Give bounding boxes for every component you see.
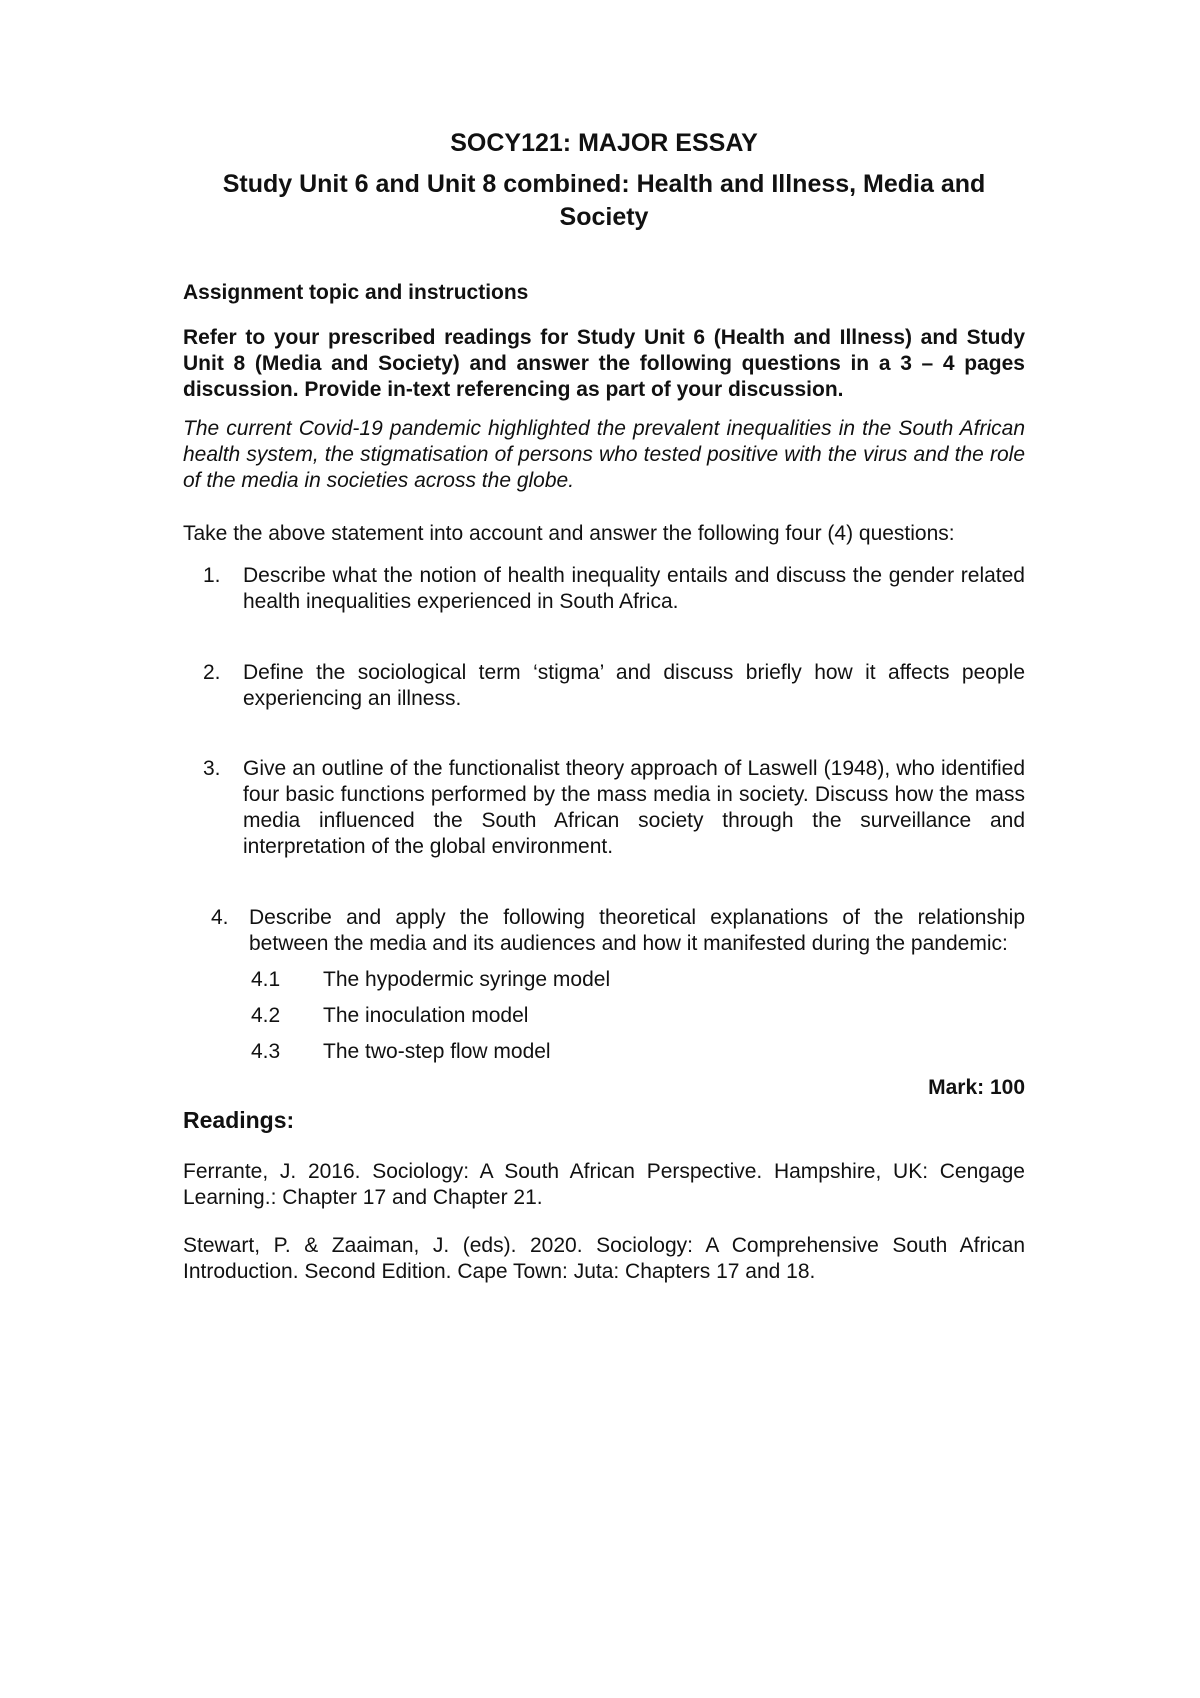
subitem-number: 4.1 xyxy=(251,968,281,991)
question-number: 3. xyxy=(203,757,221,780)
subitem-text: The inoculation model xyxy=(323,1004,529,1027)
document-content xyxy=(183,128,1025,1307)
question-number: 1. xyxy=(203,564,221,587)
covid-statement: The current Covid-19 pandemic highlighted the prevalent inequalities in the South African health system, the stigmatisation of persons who tested positive with the virus and the role of the media in societies across the globe. xyxy=(183,417,1025,492)
question-item xyxy=(183,563,1025,615)
question-text: Define the sociological term ‘stigma’ and discuss briefly how it affects people experiencing an illness. xyxy=(243,661,1025,710)
question-item xyxy=(183,905,1025,957)
question-number: 4. xyxy=(211,906,229,929)
question-number: 2. xyxy=(203,661,221,684)
reading-reference: Stewart, P. & Zaaiman, J. (eds). 2020. Sociology: A Comprehensive South African Introduction. Second Edition. Cape Town: Juta: Chapters 17 and 18. xyxy=(183,1234,1025,1283)
question-item xyxy=(183,756,1025,860)
subitem-number: 4.3 xyxy=(251,1040,281,1063)
document-subtitle: Study Unit 6 and Unit 8 combined: Health and Illness, Media and Society xyxy=(222,170,986,231)
questions-intro: Take the above statement into account and answer the following four (4) questions: xyxy=(183,522,955,545)
document-title: SOCY121: MAJOR ESSAY xyxy=(450,129,758,157)
subitem xyxy=(251,1003,1025,1039)
total-mark: Mark: 100 xyxy=(928,1076,1025,1099)
question-item xyxy=(183,660,1025,712)
question-text: Describe and apply the following theoretical explanations of the relationship between the media and its audiences and how it manifested during the pandemic: xyxy=(249,906,1025,955)
subitem-text: The hypodermic syringe model xyxy=(323,968,611,991)
subitem-number: 4.2 xyxy=(251,1004,281,1027)
subitem xyxy=(251,1039,1025,1075)
question-text: Give an outline of the functionalist theory approach of Laswell (1948), who identified four basic functions performed by the mass media in society. Discuss how the mass media influenced the South African society through the surveillance and interpretation of the global environment. xyxy=(243,757,1025,858)
question-body xyxy=(249,905,1025,957)
assignment-instructions: Refer to your prescribed readings for Study Unit 6 (Health and Illness) and Study Unit 8 (Media and Society) and answer the following questions in a 3 – 4 pages discussion. Provide in-text referencing as part of your discussion. xyxy=(183,326,1025,401)
question-subitems xyxy=(251,967,1025,1075)
readings-heading: Readings: xyxy=(183,1107,295,1133)
subitem-text: The two-step flow model xyxy=(323,1040,551,1063)
subitem xyxy=(251,967,1025,1003)
reading-reference: Ferrante, J. 2016. Sociology: A South African Perspective. Hampshire, UK: Cengage Learning.: Chapter 17 and Chapter 21. xyxy=(183,1160,1025,1209)
question-text: Describe what the notion of health inequality entails and discuss the gender related health inequalities experienced in South Africa. xyxy=(243,564,1025,613)
assignment-heading: Assignment topic and instructions xyxy=(183,281,529,304)
